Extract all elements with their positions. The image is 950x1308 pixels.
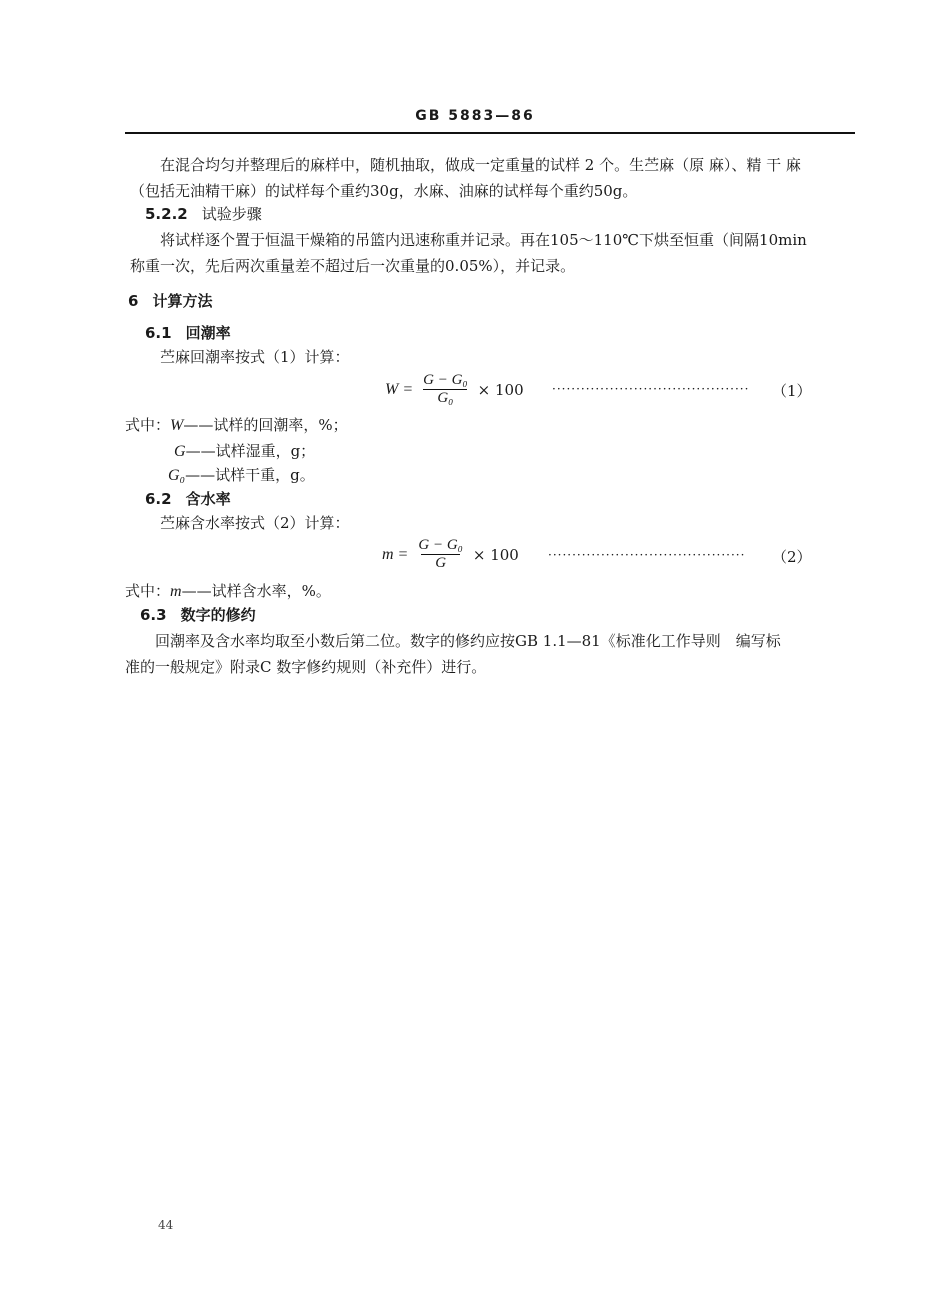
definition-text: ——试样湿重，g； [185,442,316,460]
section-heading-5-2-2 [145,203,262,224]
formula-2 [382,537,519,572]
section-number: 6.3 [140,606,167,624]
section-title: 试验步骤 [201,205,262,223]
header-rule [125,132,855,134]
formula-1-definition-row [168,464,315,485]
page-header-standard-number: GB 5883—86 [415,108,535,124]
formula-number: （2） [772,548,812,566]
section-heading-6-3 [140,604,256,625]
formula-2-definitions [125,580,331,601]
formula-1-definition-row [174,440,315,461]
rounding-paragraph [125,628,855,680]
formula-fraction [412,537,469,572]
section-title: 数字的修约 [180,606,256,624]
formula-2-intro: 苎麻含水率按式（2）计算： [160,514,350,532]
definition-text: ——试样干重，g。 [185,466,315,484]
section-number: 5.2.2 [145,205,188,223]
section-title: 计算方法 [152,292,213,310]
formula-1 [385,372,524,407]
section-number: 6 [128,292,139,310]
test-procedure-paragraph [130,227,855,279]
paragraph-line: 在混合均匀并整理后的麻样中，随机抽取，做成一定重量的试样 2 个。生苎麻（原 麻）、精 干 麻 [160,156,801,174]
formula-numerator: G − G₀ [423,372,468,388]
section-number: 6.1 [145,324,172,342]
formula-denominator: G₀ [423,389,467,407]
symbol: m [170,583,182,600]
section-number: 6.2 [145,490,172,508]
symbol: G₀ [168,467,186,484]
formula-fraction [417,372,474,407]
formula-multiplier: × 100 [477,380,524,399]
sample-prep-paragraph [130,152,855,204]
formula-leader-dots: ········································· [548,548,746,562]
formula-denominator: G [421,554,460,572]
where-label: 式中： [125,416,171,434]
section-title: 回潮率 [185,324,231,342]
section-title: 含水率 [185,490,231,508]
formula-multiplier: × 100 [472,545,519,564]
formula-leader-dots: ········································· [552,382,750,396]
paragraph-line: 准的一般规定》附录C 数字修约规则（补充件）进行。 [125,658,487,676]
section-heading-6-1 [145,322,231,343]
paragraph-line: 称重一次，先后两次重量差不超过后一次重量的0.05%），并记录。 [130,257,576,275]
symbol: W [170,417,184,434]
where-label: 式中： [125,582,171,600]
section-heading-6 [128,290,212,311]
paragraph-line: 回潮率及含水率均取至小数后第二位。数字的修约应按GB 1.1—81《标准化工作导则 编写标 [155,632,781,650]
paragraph-line: 将试样逐个置于恒温干燥箱的吊篮内迅速称重并记录。再在105～110℃下烘至恒重（间隔10min [160,231,807,249]
page-number: 44 [158,1218,174,1232]
section-heading-6-2 [145,488,231,509]
formula-lhs: m = [382,545,409,563]
formula-1-intro: 苎麻回潮率按式（1）计算： [160,348,350,366]
paragraph-line: （包括无油精干麻）的试样每个重约30g，水麻、油麻的试样每个重约50g。 [130,182,638,200]
symbol: G [174,443,186,460]
formula-1-definitions [125,414,348,435]
formula-lhs: W = [385,380,414,398]
formula-numerator: G − G₀ [418,537,463,553]
definition-text: ——试样的回潮率，%； [183,416,348,434]
formula-number: （1） [772,382,812,400]
definition-text: ——试样含水率，%。 [181,582,331,600]
